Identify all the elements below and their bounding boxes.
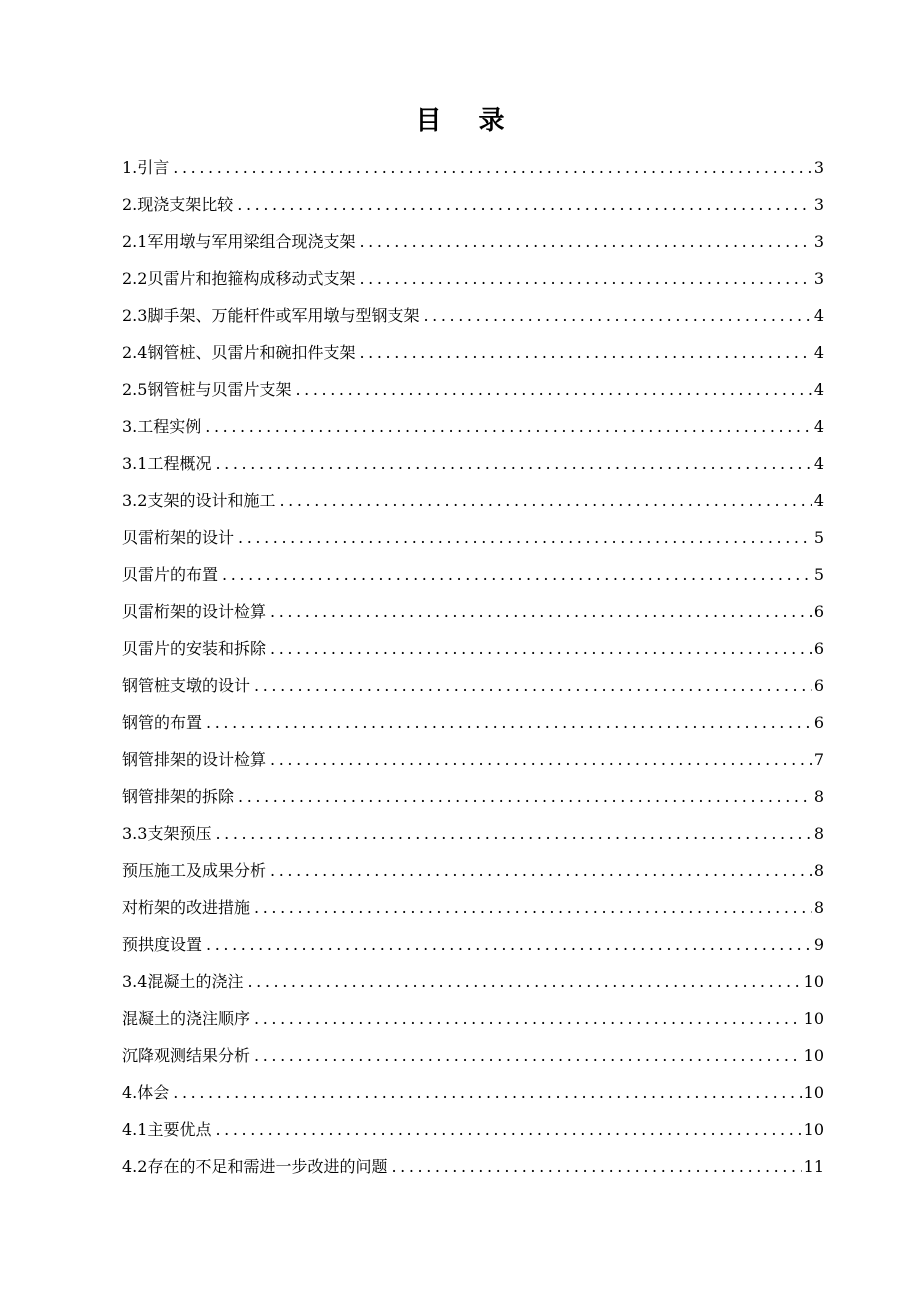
toc-dot-leader <box>254 1037 802 1074</box>
toc-entry-label: 钢管排架的设计检算 <box>122 750 267 769</box>
toc-entry-page-number: 6 <box>813 639 824 658</box>
toc-dot-leader <box>359 334 811 371</box>
toc-dot-leader <box>215 445 811 482</box>
toc-dot-leader <box>237 186 812 223</box>
toc-entry-label: 贝雷片的布置 <box>122 565 219 584</box>
toc-entry-page-number: 6 <box>813 676 824 695</box>
toc-entry-label: 4.1主要优点 <box>122 1120 212 1139</box>
toc-dot-leader <box>205 408 812 445</box>
toc-entry-label: 沉降观测结果分析 <box>122 1046 251 1065</box>
toc-entry-label: 2.1军用墩与军用梁组合现浇支架 <box>122 232 356 251</box>
toc-entry-page-number: 10 <box>803 1083 824 1102</box>
toc-entry[interactable] <box>122 223 824 260</box>
toc-entry[interactable] <box>122 1037 824 1074</box>
toc-entry[interactable] <box>122 408 824 445</box>
toc-dot-leader <box>247 963 801 1000</box>
toc-entry[interactable] <box>122 519 824 556</box>
toc-entry-label: 4.体会 <box>122 1083 170 1102</box>
toc-entry-page-number: 4 <box>813 417 824 436</box>
toc-entry-label: 4.2存在的不足和需进一步改进的问题 <box>122 1157 388 1176</box>
toc-dot-leader <box>206 926 812 963</box>
toc-title: 目 录 <box>415 106 519 136</box>
toc-list <box>122 149 824 1185</box>
toc-entry-label: 贝雷桁架的设计 <box>122 528 235 547</box>
toc-entry-page-number: 4 <box>813 306 824 325</box>
toc-entry[interactable] <box>122 186 824 223</box>
toc-entry-page-number: 11 <box>803 1157 824 1176</box>
toc-entry-label: 2.2贝雷片和抱箍构成移动式支架 <box>122 269 356 288</box>
toc-entry-page-number: 10 <box>803 1009 824 1028</box>
toc-dot-leader <box>206 704 812 741</box>
toc-entry[interactable] <box>122 297 824 334</box>
toc-entry-label: 钢管桩支墩的设计 <box>122 676 251 695</box>
toc-entry-page-number: 8 <box>813 861 824 880</box>
toc-dot-leader <box>222 556 812 593</box>
toc-entry-page-number: 4 <box>813 454 824 473</box>
toc-dot-leader <box>270 852 812 889</box>
toc-entry-page-number: 5 <box>813 565 824 584</box>
toc-entry-label: 1.引言 <box>122 158 170 177</box>
toc-dot-leader <box>270 630 812 667</box>
toc-entry[interactable] <box>122 1074 824 1111</box>
toc-entry-page-number: 3 <box>813 232 824 251</box>
toc-entry[interactable] <box>122 1148 824 1185</box>
toc-entry[interactable] <box>122 704 824 741</box>
toc-entry-page-number: 7 <box>813 750 824 769</box>
toc-entry-page-number: 3 <box>813 269 824 288</box>
toc-entry-page-number: 4 <box>813 491 824 510</box>
toc-entry-page-number: 4 <box>813 343 824 362</box>
toc-entry[interactable] <box>122 593 824 630</box>
toc-entry[interactable] <box>122 815 824 852</box>
toc-entry[interactable] <box>122 334 824 371</box>
toc-entry-label: 2.3脚手架、万能杆件或军用墩与型钢支架 <box>122 306 420 325</box>
toc-entry-label: 3.1工程概况 <box>122 454 212 473</box>
toc-entry-page-number: 3 <box>813 158 824 177</box>
toc-entry[interactable] <box>122 1111 824 1148</box>
toc-entry-page-number: 5 <box>813 528 824 547</box>
toc-entry-label: 贝雷片的安装和拆除 <box>122 639 267 658</box>
toc-entry-page-number: 3 <box>813 195 824 214</box>
toc-dot-leader <box>295 371 811 408</box>
toc-entry-page-number: 10 <box>803 972 824 991</box>
toc-entry-label: 2.现浇支架比较 <box>122 195 234 214</box>
toc-dot-leader <box>173 1074 801 1111</box>
toc-entry-page-number: 8 <box>813 787 824 806</box>
toc-dot-leader <box>254 667 812 704</box>
toc-entry[interactable] <box>122 778 824 815</box>
toc-entry-page-number: 8 <box>813 824 824 843</box>
toc-entry[interactable] <box>122 371 824 408</box>
toc-dot-leader <box>270 593 812 630</box>
toc-dot-leader <box>238 778 812 815</box>
toc-entry-page-number: 6 <box>813 602 824 621</box>
toc-entry[interactable] <box>122 1000 824 1037</box>
toc-dot-leader <box>359 260 811 297</box>
toc-dot-leader <box>173 149 812 186</box>
toc-entry[interactable] <box>122 149 824 186</box>
toc-entry-label: 3.工程实例 <box>122 417 202 436</box>
toc-dot-leader <box>254 1000 802 1037</box>
toc-entry[interactable] <box>122 667 824 704</box>
toc-entry-label: 混凝土的浇注顺序 <box>122 1009 251 1028</box>
toc-entry[interactable] <box>122 260 824 297</box>
toc-dot-leader <box>391 1148 801 1185</box>
toc-entry[interactable] <box>122 926 824 963</box>
toc-dot-leader <box>215 815 811 852</box>
toc-dot-leader <box>254 889 812 926</box>
toc-entry-label: 对桁架的改进措施 <box>122 898 251 917</box>
toc-entry-page-number: 10 <box>803 1046 824 1065</box>
toc-entry[interactable] <box>122 741 824 778</box>
toc-entry-page-number: 8 <box>813 898 824 917</box>
toc-entry-label: 预压施工及成果分析 <box>122 861 267 880</box>
toc-entry-label: 3.2支架的设计和施工 <box>122 491 276 510</box>
toc-dot-leader <box>423 297 811 334</box>
toc-entry-label: 钢管的布置 <box>122 713 203 732</box>
toc-entry-label: 2.4钢管桩、贝雷片和碗扣件支架 <box>122 343 356 362</box>
toc-entry-label: 贝雷桁架的设计检算 <box>122 602 267 621</box>
toc-dot-leader <box>215 1111 801 1148</box>
toc-entry-page-number: 4 <box>813 380 824 399</box>
toc-entry-label: 3.4混凝土的浇注 <box>122 972 244 991</box>
toc-entry-page-number: 6 <box>813 713 824 732</box>
toc-entry-label: 3.3支架预压 <box>122 824 212 843</box>
toc-entry-label: 预拱度设置 <box>122 935 203 954</box>
toc-entry[interactable] <box>122 963 824 1000</box>
toc-entry-label: 2.5钢管桩与贝雷片支架 <box>122 380 292 399</box>
toc-entry[interactable] <box>122 445 824 482</box>
toc-entry[interactable] <box>122 482 824 519</box>
toc-entry-page-number: 9 <box>813 935 824 954</box>
toc-dot-leader <box>279 482 811 519</box>
toc-entry-page-number: 10 <box>803 1120 824 1139</box>
toc-dot-leader <box>359 223 811 260</box>
toc-entry[interactable] <box>122 889 824 926</box>
toc-dot-leader <box>238 519 812 556</box>
toc-entry[interactable] <box>122 556 824 593</box>
toc-entry[interactable] <box>122 630 824 667</box>
toc-dot-leader <box>270 741 812 778</box>
toc-entry[interactable] <box>122 852 824 889</box>
toc-entry-label: 钢管排架的拆除 <box>122 787 235 806</box>
